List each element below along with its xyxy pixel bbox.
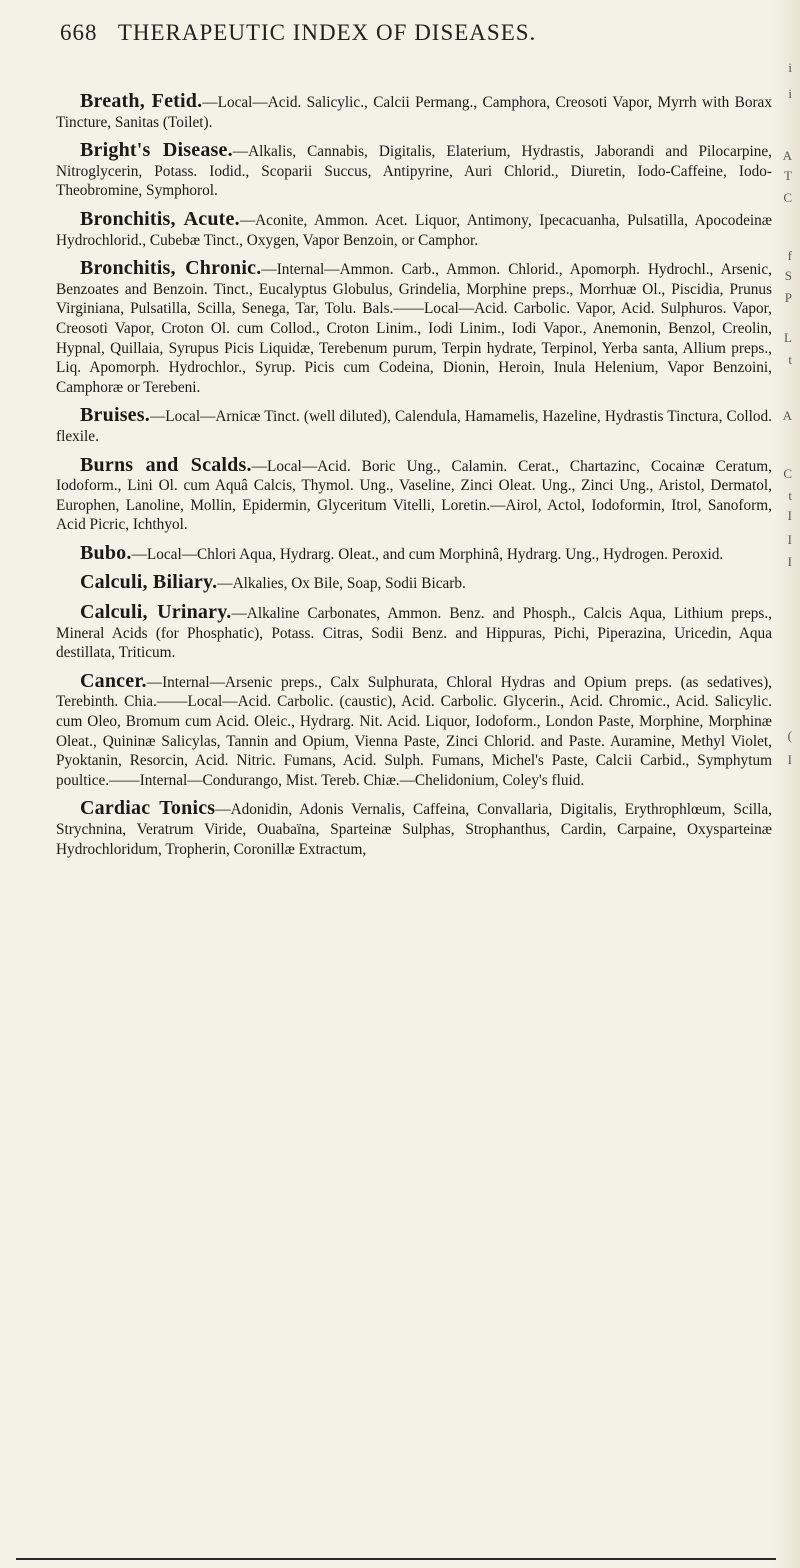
margin-fragment: i <box>788 60 792 75</box>
margin-fragment: C <box>783 466 792 481</box>
entry-body: —Alkalies, Ox Bile, Soap, Sodii Bicarb. <box>217 575 466 593</box>
entry-term: Breath, Fetid. <box>80 90 203 112</box>
entry-term: Bubo. <box>80 541 132 564</box>
entry-term: Bright's Disease. <box>80 139 233 162</box>
page-header-title: THERAPEUTIC INDEX OF DISEASES. <box>117 20 537 45</box>
entry-term: Burns and Scalds. <box>80 453 252 476</box>
margin-fragment: I <box>787 752 792 767</box>
entry-body: —Internal—Arsenic preps., Calx Sulphurata, Chloral Hydras and Opium preps. (as sedatives), Terebinth. Chia.——Local—Acid. Carbolic. (caustic), Acid. Carbolic. Glycerin., Acid. Chromic., Acid. Salicylic. cum Oleo, Bromum cum Acid. Oleic., Hydrarg. Nit. Acid. Liquor, Iodoform., London Paste, Morphine, Morphinæ Oleat., Quininæ Salicylas, Tannin and Opium, Vienna Paste, Zinci Chlorid. and Paste. Auramine, Methyl Violet, Pyoktanin, Resorcin, Acid. Nitric. Fumans, Acid. Sulph. Fumans, Michel's Paste, Calcii Carbid., Symphytum poultice.——Internal—Condurango, Mist. Tereb. Chiæ.—Chelidonium, Coley's fluid. <box>56 673 772 789</box>
entry-body: —Aconite, Ammon. Acet. Liquor, Antimony, Ipecacuanha, Pulsatilla, Apocodeinæ Hydrochlorid., Cubebæ Tinct., Oxygen, Vapor Benzoin, or Camphor. <box>56 211 772 249</box>
entry-body: —Local—Arnicæ Tinct. (well diluted), Calendula, Hamamelis, Hazeline, Hydrastis Tinctura, Collod. flexile. <box>56 408 772 445</box>
margin-fragment: ( <box>787 728 792 743</box>
facing-page-edge <box>774 0 800 1568</box>
entry-term: Calculi, Urinary. <box>80 601 232 624</box>
index-entry <box>56 406 772 446</box>
entry-body: —Local—Acid. Salicylic., Calcii Permang., Camphora, Creosoti Vapor, Myrrh with Borax Tincture, Sanitas (Toilet). <box>56 94 772 131</box>
index-entry <box>56 453 772 535</box>
index-entry <box>56 799 772 859</box>
entry-term: Bronchitis, Chronic. <box>80 257 262 280</box>
index-entry <box>56 603 772 663</box>
entry-term: Bronchitis, Acute. <box>80 207 240 230</box>
index-entry <box>56 207 772 250</box>
running-head <box>60 20 760 46</box>
margin-fragment: C <box>783 190 792 205</box>
index-entry <box>56 669 772 791</box>
margin-fragment: A <box>782 408 792 423</box>
margin-fragment: I <box>787 532 792 547</box>
entry-body: —Local—Chlori Aqua, Hydrarg. Oleat., and cum Morphinâ, Hydrarg. Ung., Hydrogen. Peroxid. <box>131 545 724 563</box>
index-entry <box>56 259 772 397</box>
margin-fragment: f <box>787 248 792 263</box>
entry-body: —Alkaline Carbonates, Ammon. Benz. and Phosph., Calcis Aqua, Lithium preps., Mineral Acids (for Phosphatic), Potass. Citras, Sodii Benz. and Hippuras, Pichi, Piperazina, Uricedin, Aqua destillata, Triticum. <box>56 605 772 662</box>
entry-term: Cancer. <box>80 669 147 692</box>
index-entries <box>56 92 772 868</box>
index-entry <box>56 541 772 565</box>
margin-fragment: i <box>788 86 792 101</box>
margin-fragment: I <box>787 554 792 569</box>
margin-fragment: t <box>788 352 792 367</box>
index-entry <box>56 141 772 201</box>
page-number: 668 <box>60 20 98 45</box>
entry-body: —Local—Acid. Boric Ung., Calamin. Cerat., Chartazinc, Cocainæ Ceratum, Iodoform., Lini Ol. cum Aquâ Calcis, Thymol. Ung., Vaseline, Zinci Oleat. Ung., Zinci Ung., Aristol, Dermatol, Europhen, Lanoline, Mollin, Epidermin, Glyceritum Vitelli, Loretin.—Airol, Actol, Iodoformin, Itrol, Sanoform, Acid Picric, Ichthyol. <box>56 457 772 534</box>
bottom-rule <box>16 1558 776 1560</box>
entry-term: Cardiac Tonics <box>80 797 216 820</box>
entry-body: —Alkalis, Cannabis, Digitalis, Elaterium, Hydrastis, Jaborandi and Pilocarpine, Nitroglycerin, Potass. Iodid., Scoparii Succus, Antipyrine, Auri Chlorid., Diuretin, Iodo-Caffeine, Iodo-Theobromine, Symphorol. <box>56 143 772 200</box>
entry-term: Bruises. <box>80 404 150 427</box>
entry-body: —Internal—Ammon. Carb., Ammon. Chlorid., Apomorph. Hydrochl., Arsenic, Benzoates and Benzoin. Tinct., Eucalyptus Globulus, Grindelia, Morphine preps., Morrhuæ Ol., Piscidia, Prunus Virginiana, Pulsatilla, Scilla, Senega, Tar, Tolu. Bals.——Local—Acid. Carbolic. Vapor, Acid. Sulphuros. Vapor, Creosoti Vapor, Croton Ol. cum Collod., Croton Linim., Iodi Linim., Iodi Vapor., Anemonin, Benzol, Creolin, Hypnal, Quillaia, Syrupus Picis Liquidæ, Terebenum purum, Terpin hydrate, Terpinol, Yerba santa, Allium preps., Liq. Apomorph. Hydrochlor., Syrup. Picis cum Codeina, Dionin, Heroin, Inula Helenium, Vapor Benzoini, Camphoræ or Terebeni. <box>56 261 772 396</box>
margin-fragment: I <box>787 508 792 523</box>
index-entry <box>56 92 772 132</box>
entry-body: —Adonidin, Adonis Vernalis, Caffeina, Convallaria, Digitalis, Erythrophlœum, Scilla, Strychnina, Veratrum Viride, Ouabaïna, Sparteinæ Sulphas, Strophanthus, Cardin, Carpaine, Oxysparteinæ Hydrochloridum, Tropherin, Coronillæ Extractum, <box>56 801 772 858</box>
margin-fragment: S <box>784 268 792 283</box>
margin-fragment: A <box>782 148 792 163</box>
entry-term: Calculi, Biliary. <box>80 571 218 594</box>
margin-fragment: P <box>784 290 792 305</box>
index-entry <box>56 573 772 594</box>
margin-fragment: T <box>784 168 792 183</box>
margin-fragment: t <box>788 488 792 503</box>
margin-fragment: L <box>784 330 792 345</box>
